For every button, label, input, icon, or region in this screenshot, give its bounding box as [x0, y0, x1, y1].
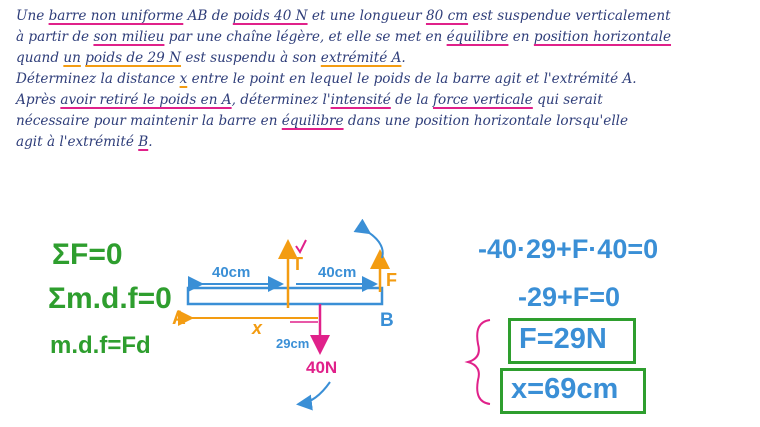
sum-forces-equation: ΣF=0 — [52, 238, 123, 271]
highlight: un — [63, 50, 81, 66]
highlight: position horizontale — [533, 29, 672, 45]
result-x: x=69cm — [511, 373, 619, 405]
text: et une longueur — [307, 8, 426, 24]
text: . — [148, 134, 153, 150]
text: à partir de — [16, 29, 94, 45]
highlight: poids 40 N — [232, 8, 308, 24]
label-F: F — [386, 270, 397, 290]
sum-moments-equation: Σm.d.f=0 — [48, 282, 172, 315]
label-A: A — [172, 308, 186, 329]
highlight: équilibre — [281, 113, 344, 129]
text: Une — [16, 8, 49, 24]
rotation-arrow-bottom-icon — [300, 382, 330, 404]
label-40N: 40N — [306, 358, 338, 377]
highlight: avoir retiré le poids en A — [60, 92, 232, 108]
result-F-box — [508, 318, 636, 364]
text: agit à l'extrémité — [16, 134, 139, 150]
label-29cm: 29cm — [276, 336, 310, 351]
text: qui serait — [532, 92, 603, 108]
text: entre le point en lequel le poids de la barre agit et l'extrémité A. — [187, 71, 637, 87]
highlight: barre non uniforme — [48, 8, 184, 24]
result-x-box — [500, 368, 646, 414]
label-T: T — [292, 254, 303, 274]
moment-equation: -40·29+F·40=0 — [478, 234, 659, 264]
text: Après — [16, 92, 61, 108]
text: est suspendue verticalement — [468, 8, 671, 24]
label-x: x — [252, 318, 263, 338]
text: nécessaire pour maintenir la barre en — [16, 113, 282, 129]
text: quand — [16, 50, 64, 66]
pink-mark-icon — [296, 240, 306, 252]
result-F: F=29N — [519, 323, 607, 355]
label-40cm-left: 40cm — [212, 264, 251, 281]
text: par une chaîne légère, et elle se met en — [164, 29, 447, 45]
label-B: B — [380, 310, 394, 331]
highlight: extrémité A — [320, 50, 402, 66]
bracket-icon — [468, 320, 490, 404]
text: AB de — [183, 8, 233, 24]
highlight: poids de 29 N — [85, 50, 182, 66]
highlight: 80 cm — [425, 8, 469, 24]
text: Déterminez la distance — [16, 71, 180, 87]
highlight: intensité — [330, 92, 391, 108]
text: . — [401, 50, 406, 66]
text: est suspendu à son — [181, 50, 321, 66]
label-40cm-right: 40cm — [318, 264, 357, 281]
moment-definition: m.d.f=Fd — [50, 332, 151, 359]
highlight: B — [138, 134, 149, 150]
text: de la — [390, 92, 433, 108]
text: dans une position horizontale lorsqu'elle — [343, 113, 629, 129]
highlight: force verticale — [432, 92, 533, 108]
highlight: x — [179, 71, 188, 87]
highlight: équilibre — [446, 29, 509, 45]
bar — [188, 288, 382, 304]
highlight: son milieu — [93, 29, 165, 45]
text: en — [508, 29, 534, 45]
simplified-equation: -29+F=0 — [518, 282, 621, 312]
text: , déterminez l' — [231, 92, 331, 108]
